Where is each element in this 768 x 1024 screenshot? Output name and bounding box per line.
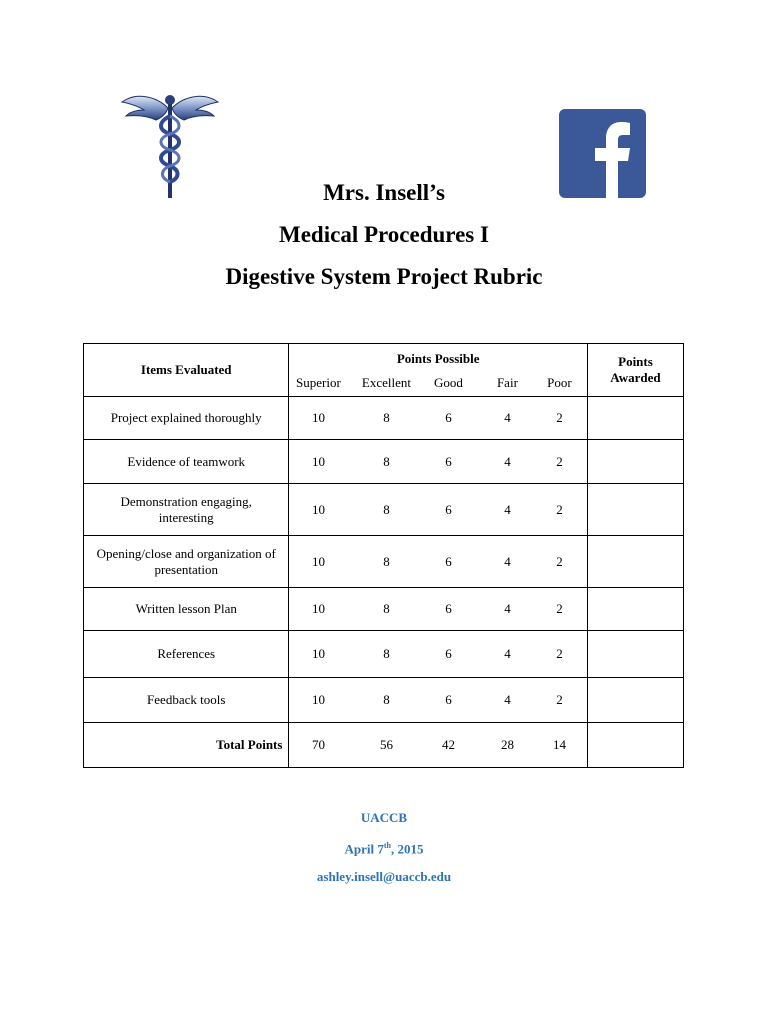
table-row — [84, 484, 684, 536]
score-excellent: 8 — [383, 601, 390, 616]
title-course: Medical Procedures I — [279, 222, 489, 247]
score-good: 6 — [445, 501, 452, 517]
level-poor: Poor — [547, 375, 572, 390]
points-awarded-cell[interactable] — [587, 588, 683, 631]
total-good: 42 — [441, 737, 455, 752]
points-awarded-cell[interactable] — [587, 484, 683, 536]
footer — [0, 804, 768, 891]
score-poor: 2 — [556, 501, 563, 517]
points-awarded-cell[interactable] — [587, 397, 683, 440]
total-awarded-cell[interactable] — [587, 723, 683, 768]
score-excellent: 8 — [383, 453, 390, 469]
footer-email[interactable]: ashley.insell@uaccb.edu — [316, 869, 452, 885]
date-suffix: th — [383, 841, 391, 850]
level-excellent: Excellent — [361, 375, 411, 390]
scores-cell — [289, 678, 587, 723]
item-label: Demonstration engaging, — [120, 493, 252, 509]
points-awarded-cell[interactable] — [587, 536, 683, 588]
score-levels — [289, 367, 586, 391]
total-superior: 70 — [311, 737, 325, 752]
item-cell — [84, 678, 289, 723]
item-label: Feedback tools — [147, 692, 226, 707]
item-cell — [84, 440, 289, 484]
item-label: Evidence of teamwork — [127, 453, 246, 469]
item-label: References — [157, 646, 216, 661]
score-superior: 10 — [311, 692, 325, 707]
total-excellent: 56 — [379, 737, 393, 752]
score-poor: 2 — [556, 553, 563, 569]
footer-date — [0, 832, 768, 863]
score-good: 6 — [445, 453, 452, 469]
score-good: 6 — [445, 601, 452, 616]
score-fair: 4 — [504, 601, 511, 616]
document-title — [0, 172, 768, 298]
item-cell — [84, 484, 289, 536]
score-excellent: 8 — [383, 646, 390, 661]
score-poor: 2 — [556, 453, 563, 469]
footer-org: UACCB — [360, 810, 408, 825]
points-awarded-cell[interactable] — [587, 631, 683, 678]
points-awarded-cell[interactable] — [587, 678, 683, 723]
table-row — [84, 397, 684, 440]
table-row — [84, 536, 684, 588]
points-awarded-cell[interactable] — [587, 440, 683, 484]
points-possible-header: Points Possible — [396, 351, 480, 366]
points-awarded-line1: Points — [618, 354, 653, 369]
score-fair: 4 — [504, 646, 511, 661]
scores-cell — [289, 440, 587, 484]
item-label: Written lesson Plan — [135, 601, 237, 616]
score-fair: 4 — [504, 692, 511, 707]
score-superior: 10 — [311, 646, 325, 661]
item-label: Project explained thoroughly — [110, 410, 262, 425]
item-label-line2: interesting — [158, 509, 214, 525]
table-row — [84, 588, 684, 631]
score-superior: 10 — [311, 553, 325, 569]
score-superior: 10 — [311, 501, 325, 517]
score-good: 6 — [445, 692, 452, 707]
score-good: 6 — [445, 553, 452, 569]
title-rubric: Digestive System Project Rubric — [225, 264, 543, 289]
totals-cell — [289, 723, 587, 768]
total-fair: 28 — [500, 737, 514, 752]
table-row — [84, 631, 684, 678]
score-fair: 4 — [504, 553, 511, 569]
scores-cell — [289, 397, 587, 440]
total-points-label: Total Points — [84, 723, 289, 768]
level-fair: Fair — [496, 375, 518, 390]
scores-cell — [289, 484, 587, 536]
score-poor: 2 — [556, 692, 563, 707]
table-row — [84, 678, 684, 723]
total-row — [84, 723, 684, 768]
scores-cell — [289, 631, 587, 678]
score-excellent: 8 — [383, 553, 390, 569]
score-excellent: 8 — [383, 692, 390, 707]
score-poor: 2 — [556, 601, 563, 616]
points-awarded-header — [587, 344, 683, 397]
title-teacher: Mrs. Insell’s — [323, 180, 445, 205]
score-poor: 2 — [556, 410, 563, 425]
score-good: 6 — [445, 646, 452, 661]
rubric-table — [83, 343, 684, 768]
score-poor: 2 — [556, 646, 563, 661]
date-prefix: April 7 — [344, 841, 384, 857]
score-superior: 10 — [311, 410, 325, 425]
item-cell — [84, 631, 289, 678]
score-superior: 10 — [311, 453, 325, 469]
score-fair: 4 — [504, 410, 511, 425]
total-poor: 14 — [552, 737, 566, 752]
points-possible-header-cell — [289, 344, 587, 397]
score-superior: 10 — [311, 601, 325, 616]
item-cell — [84, 536, 289, 588]
table-header-row — [84, 344, 684, 397]
item-cell — [84, 588, 289, 631]
score-fair: 4 — [504, 453, 511, 469]
score-good: 6 — [445, 410, 452, 425]
item-cell — [84, 397, 289, 440]
score-excellent: 8 — [383, 501, 390, 517]
item-label: Opening/close and organization of — [96, 545, 276, 561]
level-superior: Superior — [296, 375, 341, 390]
item-label-line2: presentation — [154, 561, 218, 577]
score-fair: 4 — [504, 501, 511, 517]
score-excellent: 8 — [383, 410, 390, 425]
items-evaluated-header: Items Evaluated — [84, 344, 289, 397]
date-year: , 2015 — [391, 841, 424, 857]
level-good: Good — [433, 375, 463, 390]
scores-cell — [289, 588, 587, 631]
scores-cell — [289, 536, 587, 588]
points-awarded-line2: Awarded — [610, 370, 661, 385]
table-row — [84, 440, 684, 484]
